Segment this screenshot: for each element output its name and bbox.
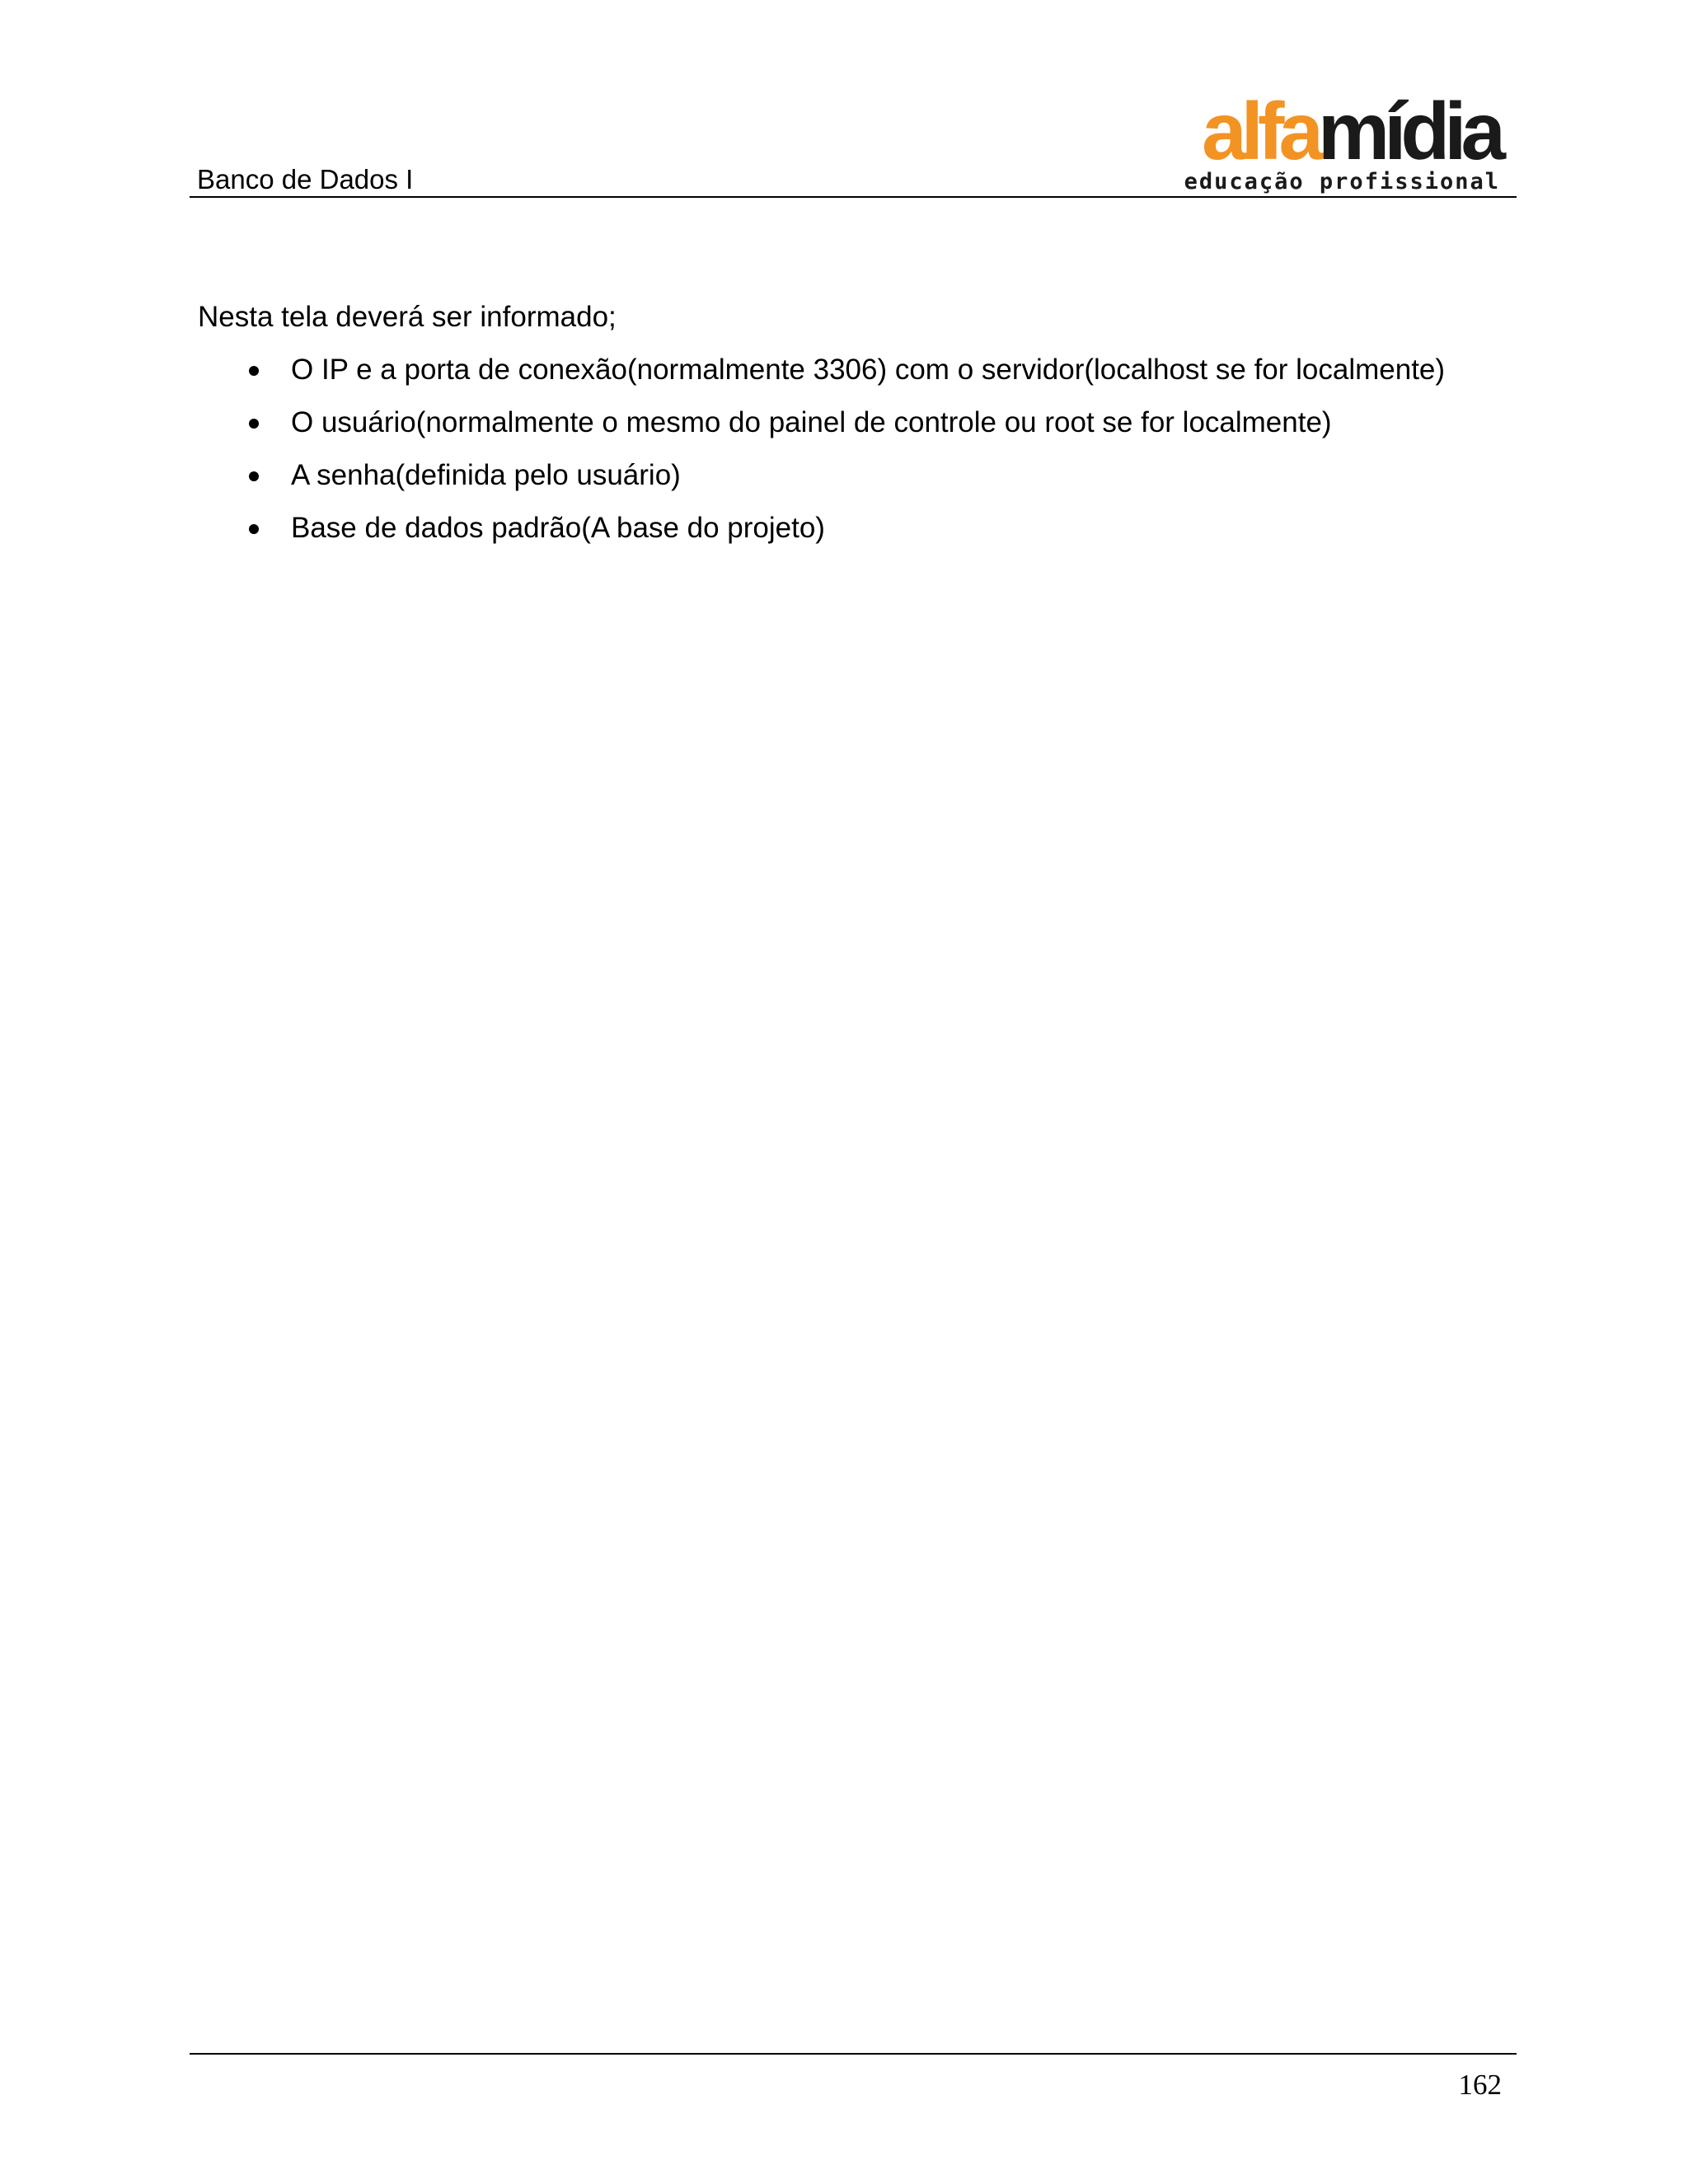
bullet-list (198, 352, 1517, 546)
document-title: Banco de Dados I (197, 164, 414, 194)
bullet-icon (249, 419, 259, 429)
page-number: 162 (1458, 2069, 1502, 2101)
logo-word-midia: mídia (1318, 86, 1500, 176)
list-item-text: O IP e a porta de conexão(normalmente 3306) com o servidor(localhost se for localmente) (291, 354, 1446, 386)
list-item-text: Base de dados padrão(A base do projeto) (291, 512, 825, 544)
list-item (198, 352, 1517, 388)
bullet-icon (249, 366, 259, 376)
bullet-icon (249, 471, 259, 481)
logo-wordmark (1202, 86, 1500, 176)
list-item-text: O usuário(normalmente o mesmo do painel de controle ou root se for localmente) (291, 406, 1332, 438)
page-header (190, 86, 1517, 199)
intro-paragraph: Nesta tela deverá ser informado; (198, 301, 617, 333)
header-divider (190, 196, 1517, 198)
logo-tagline: educação profissional (1184, 169, 1500, 194)
main-content (198, 299, 1517, 563)
list-item-text: A senha(definida pelo usuário) (291, 459, 681, 491)
alfamidia-logo (1184, 86, 1508, 194)
footer-divider (190, 2053, 1517, 2055)
list-item (198, 510, 1517, 546)
bullet-icon (249, 524, 259, 534)
logo-word-alfa: alfa (1202, 86, 1319, 176)
list-item (198, 457, 1517, 494)
list-item (198, 405, 1517, 441)
